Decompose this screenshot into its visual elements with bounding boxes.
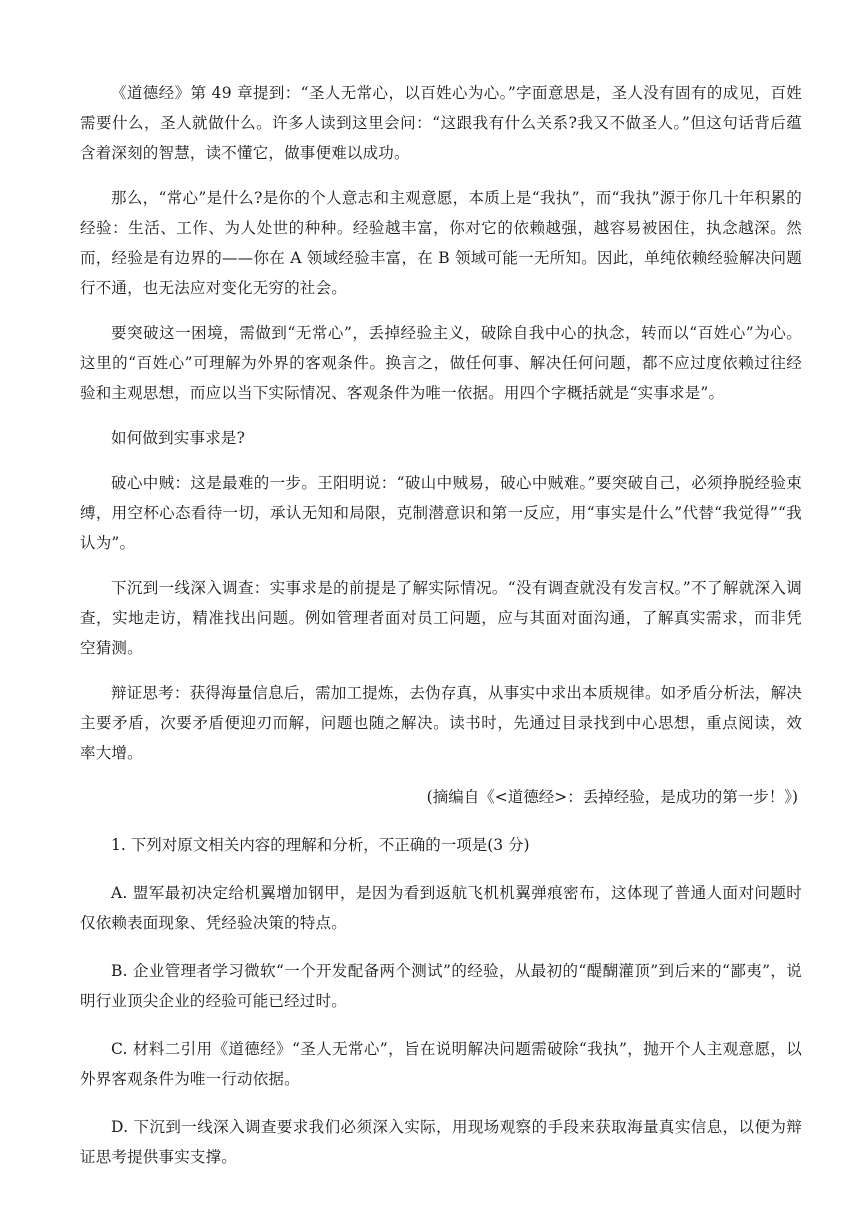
- article-source: (摘编自《<道德经>：丢掉经验，是成功的第一步！》): [426, 788, 798, 806]
- paragraph-6: 下沉到一线深入调查：实事求是的前提是了解实际情况。“没有调查就没有发言权。”不了解就深入调查，实地走访，精准找出问题。例如管理者面对员工问题，应与其面对面沟通，了解真实需求，而非凭空猜测。: [80, 579, 802, 657]
- option-c: C. 材料二引用《道德经》“圣人无常心”，旨在说明解决问题需破除“我执”，抛开个人主观意愿，以外界客观条件为唯一行动依据。: [80, 1040, 802, 1088]
- paragraph-3: 要突破这一困境，需做到“无常心”，丢掉经验主义，破除自我中心的执念，转而以“百姓心”为心。这里的“百姓心”可理解为外界的客观条件。换言之，做任何事、解决任何问题，都不应过度依赖过往经验和主观思想，而应以当下实际情况、客观条件为唯一依据。用四个字概括就是“实事求是”。: [80, 324, 802, 402]
- paragraph-1: 《道德经》第 49 章提到：“圣人无常心，以百姓心为心。”字面意思是，圣人没有固有的成见，百姓需要什么，圣人就做什么。许多人读到这里会问：“这跟我有什么关系?我又不做圣人。”但这句话背后蕴含着深刻的智慧，读不懂它，做事便难以成功。: [80, 84, 802, 162]
- paragraph-2: 那么，“常心”是什么?是你的个人意志和主观意愿，本质上是“我执”，而“我执”源于你几十年积累的经验：生活、工作、为人处世的种种。经验越丰富，你对它的依赖越强，越容易被困住，执念越深。然而，经验是有边界的——你在 A 领域经验丰富，在 B 领域可能一无所知。因此，单纯依赖经验解决问题行不通，也无法应对变化无穷的社会。: [80, 189, 802, 297]
- question-stem: 1. 下列对原文相关内容的理解和分析，不正确的一项是(3 分): [111, 836, 530, 854]
- option-d: D. 下沉到一线深入调查要求我们必须深入实际，用现场观察的手段来获取海量真实信息，以便为辩证思考提供事实支撑。: [80, 1118, 802, 1166]
- paragraph-7: 辩证思考：获得海量信息后，需加工提炼，去伪存真，从事实中求出本质规律。如矛盾分析法，解决主要矛盾，次要矛盾便迎刃而解，问题也随之解决。读书时，先通过目录找到中心思想，重点阅读，效率大增。: [80, 684, 802, 762]
- option-b: B. 企业管理者学习微软“一个开发配备两个测试”的经验，从最初的“醍醐灌顶”到后来的“鄙夷”，说明行业顶尖企业的经验可能已经过时。: [80, 962, 802, 1010]
- paragraph-5: 破心中贼：这是最难的一步。王阳明说：“破山中贼易，破心中贼难。”要突破自己，必须挣脱经验束缚，用空杯心态看待一切，承认无知和局限，克制潜意识和第一反应，用“事实是什么”代替“我觉得”“我认为”。: [80, 474, 802, 552]
- article: [80, 78, 802, 812]
- option-a: A. 盟军最初决定给机翼增加钢甲，是因为看到返航飞机机翼弹痕密布，这体现了普通人面对问题时仅依赖表面现象、凭经验决策的特点。: [80, 884, 802, 932]
- question-block: [80, 830, 802, 1172]
- paragraph-4: 如何做到实事求是?: [111, 429, 246, 447]
